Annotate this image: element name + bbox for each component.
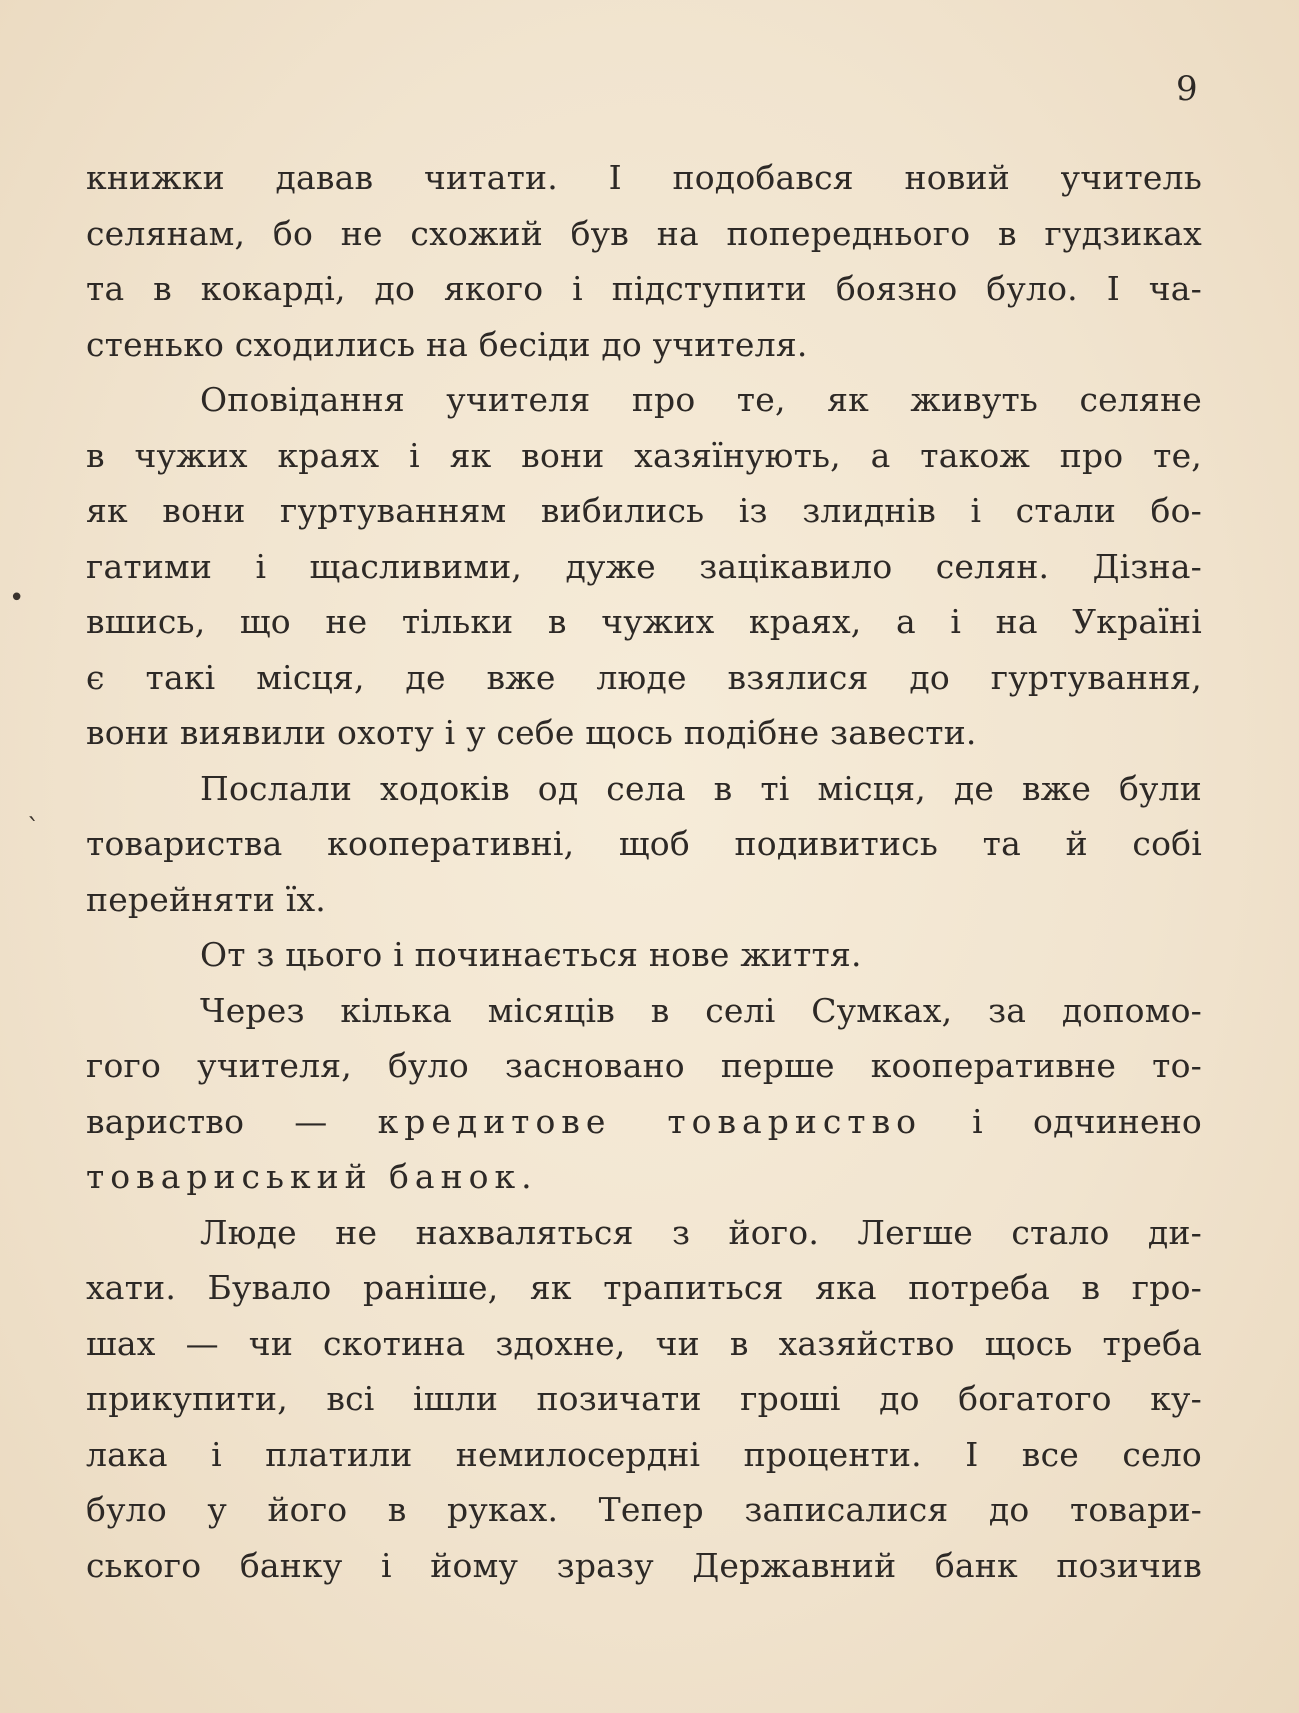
text-line: товариства кооперативні, щоб подивитись та й собі (86, 824, 1202, 863)
page-number: 9 (1176, 69, 1198, 109)
text-line: книжки давав читати. І подобався новий учитель (86, 158, 1202, 197)
margin-dot-mark: • (9, 583, 25, 613)
paragraph-first-line: От з цього і починається нове життя. (200, 935, 862, 974)
text-line: як вони гуртуванням вибились із злиднів і стали бо- (86, 491, 1202, 530)
spaced-emphasis: кредитове товариство (377, 1101, 923, 1141)
paragraph-first-line: Люде не нахваляться з його. Легше стало ди- (200, 1212, 1202, 1252)
text-line: є такі місця, де вже люде взялися до гуртування, (86, 657, 1202, 697)
text-line: стенько сходились на бесіди до учителя. (86, 324, 808, 364)
text-line: перейняти їх. (86, 879, 326, 919)
margin-tick-mark: ` (27, 814, 40, 844)
text-line: лака і платили немилосердні проценти. І все село (86, 1434, 1202, 1474)
text-line: гатими і щасливими, дуже зацікавило селян. Дізна- (86, 546, 1202, 586)
text-line: вони виявили охоту і у себе щось подібне завести. (86, 713, 977, 752)
text-line: ського банку і йому зразу Державний банк позичив (86, 1545, 1202, 1585)
text-line: селянам, бо не схожий був на попереднього в гудзиках (86, 213, 1202, 253)
text-line: вшись, що не тільки в чужих краях, а і на Україні (86, 602, 1202, 641)
text-line: гого учителя, було засновано перше кооперативне то- (86, 1046, 1202, 1085)
text-line-with-spacing (86, 1149, 1202, 1205)
spaced-emphasis: товариський банок. (86, 1157, 538, 1196)
text-line: та в кокарді, до якого і підступити боязно було. І ча- (86, 269, 1202, 308)
paragraph-first-line: Послали ходоків од села в ті місця, де вже були (200, 768, 1202, 808)
text-line: в чужих краях і як вони хазяїнують, а також про те, (86, 435, 1202, 475)
text-line: було у його в руках. Тепер записалися до товари- (86, 1490, 1202, 1529)
text-line: прикупити, всі ішли позичати гроші до богатого ку- (86, 1379, 1202, 1418)
text-line-with-spacing (86, 1094, 1202, 1150)
paragraph-first-line: Оповідання учителя про те, як живуть селяне (200, 380, 1202, 419)
body-text (86, 150, 1202, 1593)
text-line: хати. Бувало раніше, як трапиться яка потреба в гро- (86, 1268, 1202, 1307)
text-after-spaced: і одчинено (922, 1101, 1202, 1141)
text-line: шах — чи скотина здохне, чи в хазяйство щось треба (86, 1323, 1202, 1363)
paragraph-first-line: Через кілька місяців в селі Сумках, за допомо- (200, 990, 1202, 1030)
text-before-spaced: вариство — (86, 1101, 378, 1141)
